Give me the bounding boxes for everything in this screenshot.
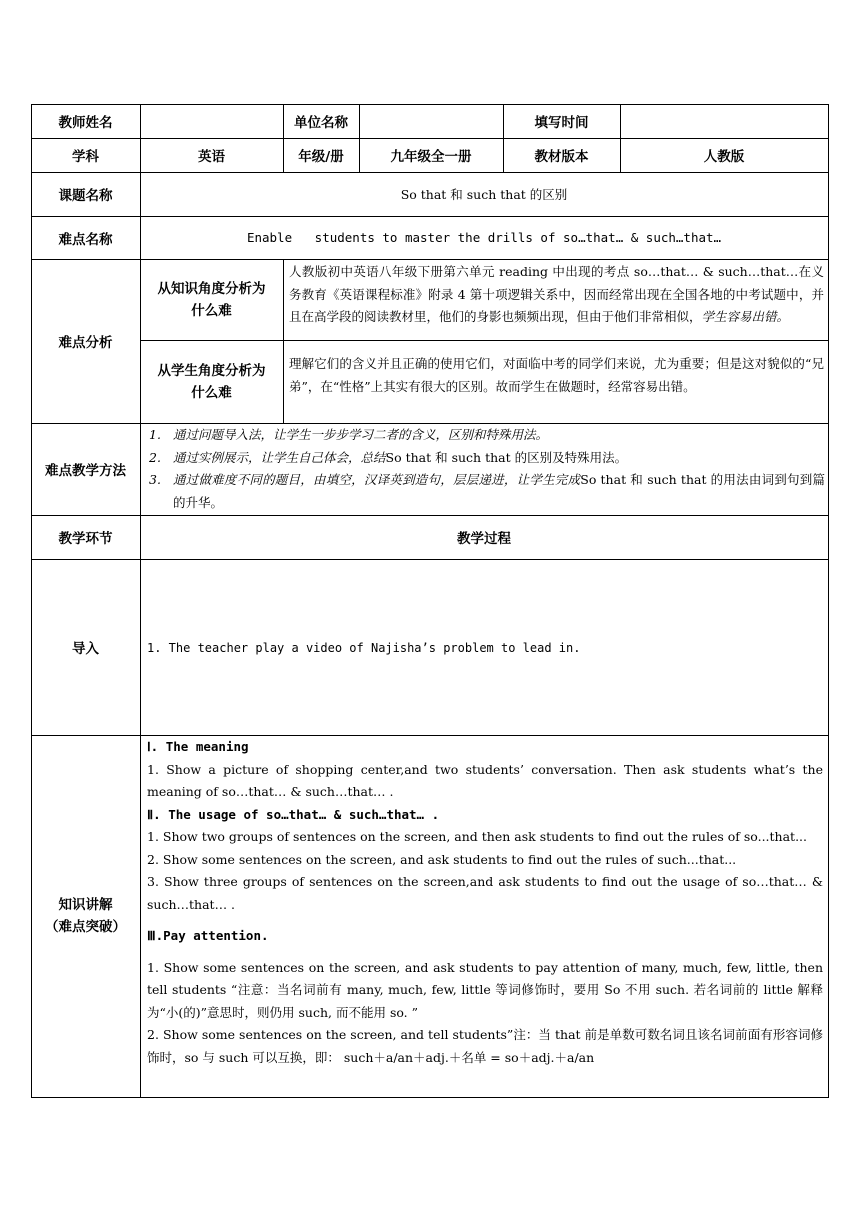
row-divider xyxy=(31,559,829,560)
knowledge-paragraph: 2. Show some sentences on the screen, and tell students”注：当 that 前是单数可数名词且该名词前面有形容词修饰时，so 与 such 可以互换，即： such＋a/an＋adj.＋名单 = so＋adj.＋a/an xyxy=(147,1027,823,1065)
student-angle-label-line2: 什么难 xyxy=(191,384,232,401)
knowledge-angle-label-line1: 从知识角度分析为 xyxy=(157,280,266,297)
difficulty-name-value: Enable students to master the drills of so…that… & such…that… xyxy=(246,230,722,245)
knowledge-angle-text-plain: 人教版初中英语八年级下册第六单元 reading 中出现的考点 so…that… & such…that…在义务教育《英语课程标准》附录 4 第十项逻辑关系中，因而经常出现在全国各地的中考试题中，并且在高学段的阅读教材里，他们的身影也频频出现，但由于他们非常相似， xyxy=(289,264,824,324)
teaching-method-label: 难点教学方法 xyxy=(45,463,126,479)
edition-value: 人教版 xyxy=(703,149,745,165)
student-angle-text: 理解它们的含义并且正确的使用它们，对面临中考的同学们来说，尤为重要；但是这对貌似的“兄弟”，在“性格”上其实有很大的区别。故而学生在做题时，经常容易出错。 xyxy=(289,356,824,394)
knowledge-angle-text xyxy=(289,261,824,329)
subject-value: 英语 xyxy=(198,149,225,165)
list-item-text-italic: 通过做难度不同的题目，由填空，汉译英到造句，层层递进，让学生完成 xyxy=(173,472,581,487)
table-border-bottom xyxy=(31,1097,829,1098)
unit-name-label: 单位名称 xyxy=(294,115,348,131)
column-divider xyxy=(283,259,284,423)
subject-label: 学科 xyxy=(72,149,99,165)
knowledge-angle-label-line2: 什么难 xyxy=(191,302,232,319)
knowledge-paragraph: 1. Show a picture of shopping center,and two students’ conversation. Then ask students what’s the meaning of so…that… & such…that… . xyxy=(147,761,823,799)
knowledge-paragraph: 1. Show some sentences on the screen, and ask students to pay attention of many, much, few, little, then tell students “注意：当名词前有 many, much, few, little 等词修饰时，要用 So 不用 such. 若名词前的 little 解释为“小(的)”意思时，则仍用 such, 而不能用 so. ” xyxy=(147,959,823,1020)
intro-text: 1. The teacher play a video of Najisha’s problem to lead in. xyxy=(147,641,581,655)
topic-value: So that 和 such that 的区别 xyxy=(400,187,568,202)
list-item-number: 3. xyxy=(149,472,161,487)
topic-label: 课题名称 xyxy=(58,188,113,204)
list-item-text xyxy=(173,469,825,514)
difficulty-analysis-label: 难点分析 xyxy=(58,335,113,351)
knowledge-paragraph: 1. Show two groups of sentences on the screen, and then ask students to find out the rules of so...that... xyxy=(147,829,807,844)
section-heading-usage: Ⅱ. The usage of so…that… & such…that… . xyxy=(147,806,440,822)
grade-value: 九年级全一册 xyxy=(390,149,472,165)
list-item-text-plain: So that 和 such that 的区别及特殊用法。 xyxy=(385,449,628,465)
list-item xyxy=(141,447,825,470)
knowledge-label-line2: （难点突破） xyxy=(45,919,126,935)
knowledge-content xyxy=(147,736,823,1069)
section-heading-attention: Ⅲ.Pay attention. xyxy=(147,928,269,943)
student-angle-label xyxy=(140,340,283,423)
teacher-name-field[interactable] xyxy=(140,104,283,138)
intro-label: 导入 xyxy=(72,641,99,657)
table-border-right xyxy=(828,104,829,1098)
knowledge-angle-text-italic: 学生容易出错。 xyxy=(701,309,790,324)
list-item-number: 2. xyxy=(149,449,161,465)
student-angle-label-line1: 从学生角度分析为 xyxy=(157,362,266,379)
difficulty-name-label: 难点名称 xyxy=(58,231,113,248)
list-item-text: 通过问题导入法，让学生一步步学习二者的含义，区别和特殊用法。 xyxy=(173,427,549,442)
list-item-text xyxy=(173,447,825,470)
process-header-label: 教学过程 xyxy=(457,531,511,547)
knowledge-paragraph: 3. Show three groups of sentences on the screen,and ask students to find out the usage of so…that… & such…that… . xyxy=(147,874,823,912)
knowledge-label-line1: 知识讲解 xyxy=(58,897,113,913)
lesson-plan-table xyxy=(31,104,829,1098)
stage-header-label: 教学环节 xyxy=(58,531,113,547)
section-heading-meaning: Ⅰ. The meaning xyxy=(147,739,249,754)
teaching-method-list xyxy=(141,424,825,514)
edition-label: 教材版本 xyxy=(534,149,589,165)
list-item-number: 1. xyxy=(149,427,161,442)
teacher-name-label: 教师姓名 xyxy=(58,115,113,131)
list-item-text-italic: 通过实例展示，让学生自己体会，总结 xyxy=(173,449,386,465)
grade-label: 年级/册 xyxy=(298,149,344,165)
list-item-text-plain: So that 和 such that 的用法由词到句到篇的升华。 xyxy=(173,472,825,510)
unit-name-field[interactable] xyxy=(359,104,503,138)
knowledge-paragraph: 2. Show some sentences on the screen, and ask students to find out the rules of such...that... xyxy=(147,851,737,867)
knowledge-angle-label xyxy=(140,259,283,340)
knowledge-label xyxy=(31,735,140,1097)
list-item xyxy=(141,469,825,514)
fill-time-field[interactable] xyxy=(620,104,828,138)
list-item xyxy=(141,424,825,447)
fill-time-label: 填写时间 xyxy=(534,115,589,131)
